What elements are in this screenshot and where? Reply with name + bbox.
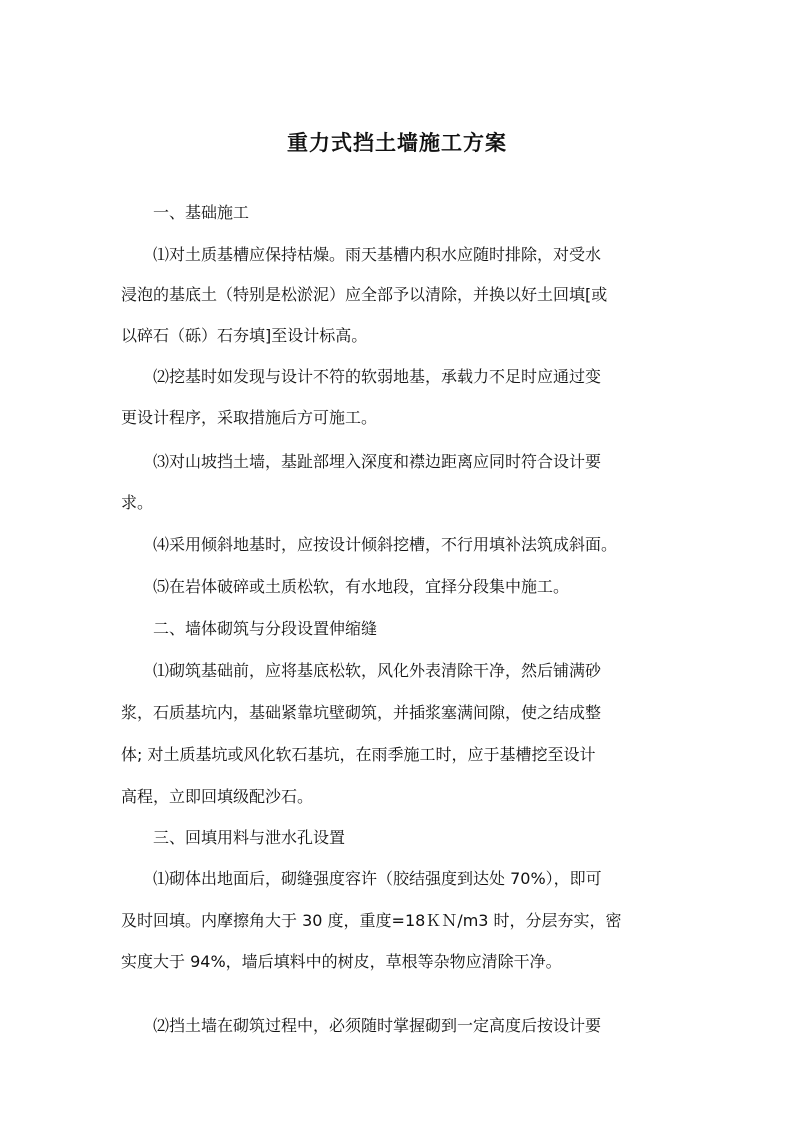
paragraph-line: ⑸在岩体破碎或土质松软，有水地段，宜择分段集中施工。 — [153, 577, 570, 596]
section-heading-foundation: 一、基础施工 — [153, 203, 250, 222]
paragraph-line: 及时回填。内摩擦角大于 30 度，重度=18ＫＮ/m3 时，分层夯实，密 — [121, 911, 622, 930]
paragraph-line: 浆，石质基坑内，基础紧靠坑壁砌筑，并插浆塞满间隙，使之结成整 — [121, 703, 602, 722]
paragraph-line: ⑶对山坡挡土墙，基趾部埋入深度和襟边距离应同时符合设计要 — [153, 452, 602, 471]
paragraph-line: 更设计程序，采取措施后方可施工。 — [121, 408, 378, 427]
section-heading-backfill: 三、回填用料与泄水孔设置 — [153, 828, 346, 847]
paragraph-line: 浸泡的基底土（特别是松淤泥）应全部予以清除，并换以好土回填[或 — [121, 285, 608, 304]
paragraph-line: ⑴砌筑基础前，应将基底松软，风化外表清除干净，然后铺满砂 — [153, 661, 602, 680]
paragraph-line: ⑵挖基时如发现与设计不符的软弱地基，承载力不足时应通过变 — [153, 367, 602, 386]
paragraph-line: 以碎石（砾）石夯填]至设计标高。 — [121, 326, 368, 345]
section-heading-wall-masonry: 二、墙体砌筑与分段设置伸缩缝 — [153, 619, 378, 638]
paragraph-line: ⑴对土质基槽应保持枯燥。雨天基槽内积水应随时排除，对受水 — [153, 245, 602, 264]
paragraph-line: 实度大于 94%，墙后填料中的树皮，草根等杂物应清除干净。 — [121, 952, 562, 971]
paragraph-line: ⑴砌体出地面后，砌缝强度容许（胶结强度到达处 70%），即可 — [153, 869, 602, 888]
paragraph-line: ⑷采用倾斜地基时，应按设计倾斜挖槽，不行用填补法筑成斜面。 — [153, 535, 618, 554]
paragraph-line: ⑵挡土墙在砌筑过程中，必须随时掌握砌到一定高度后按设计要 — [153, 1016, 602, 1035]
paragraph-line: 求。 — [121, 493, 154, 512]
paragraph-line: 高程，立即回填级配沙石。 — [121, 787, 314, 806]
paragraph-line: 体; 对土质基坑或风化软石基坑，在雨季施工时，应于基槽挖至设计 — [121, 745, 596, 764]
document-title: 重力式挡土墙施工方案 — [287, 131, 507, 155]
